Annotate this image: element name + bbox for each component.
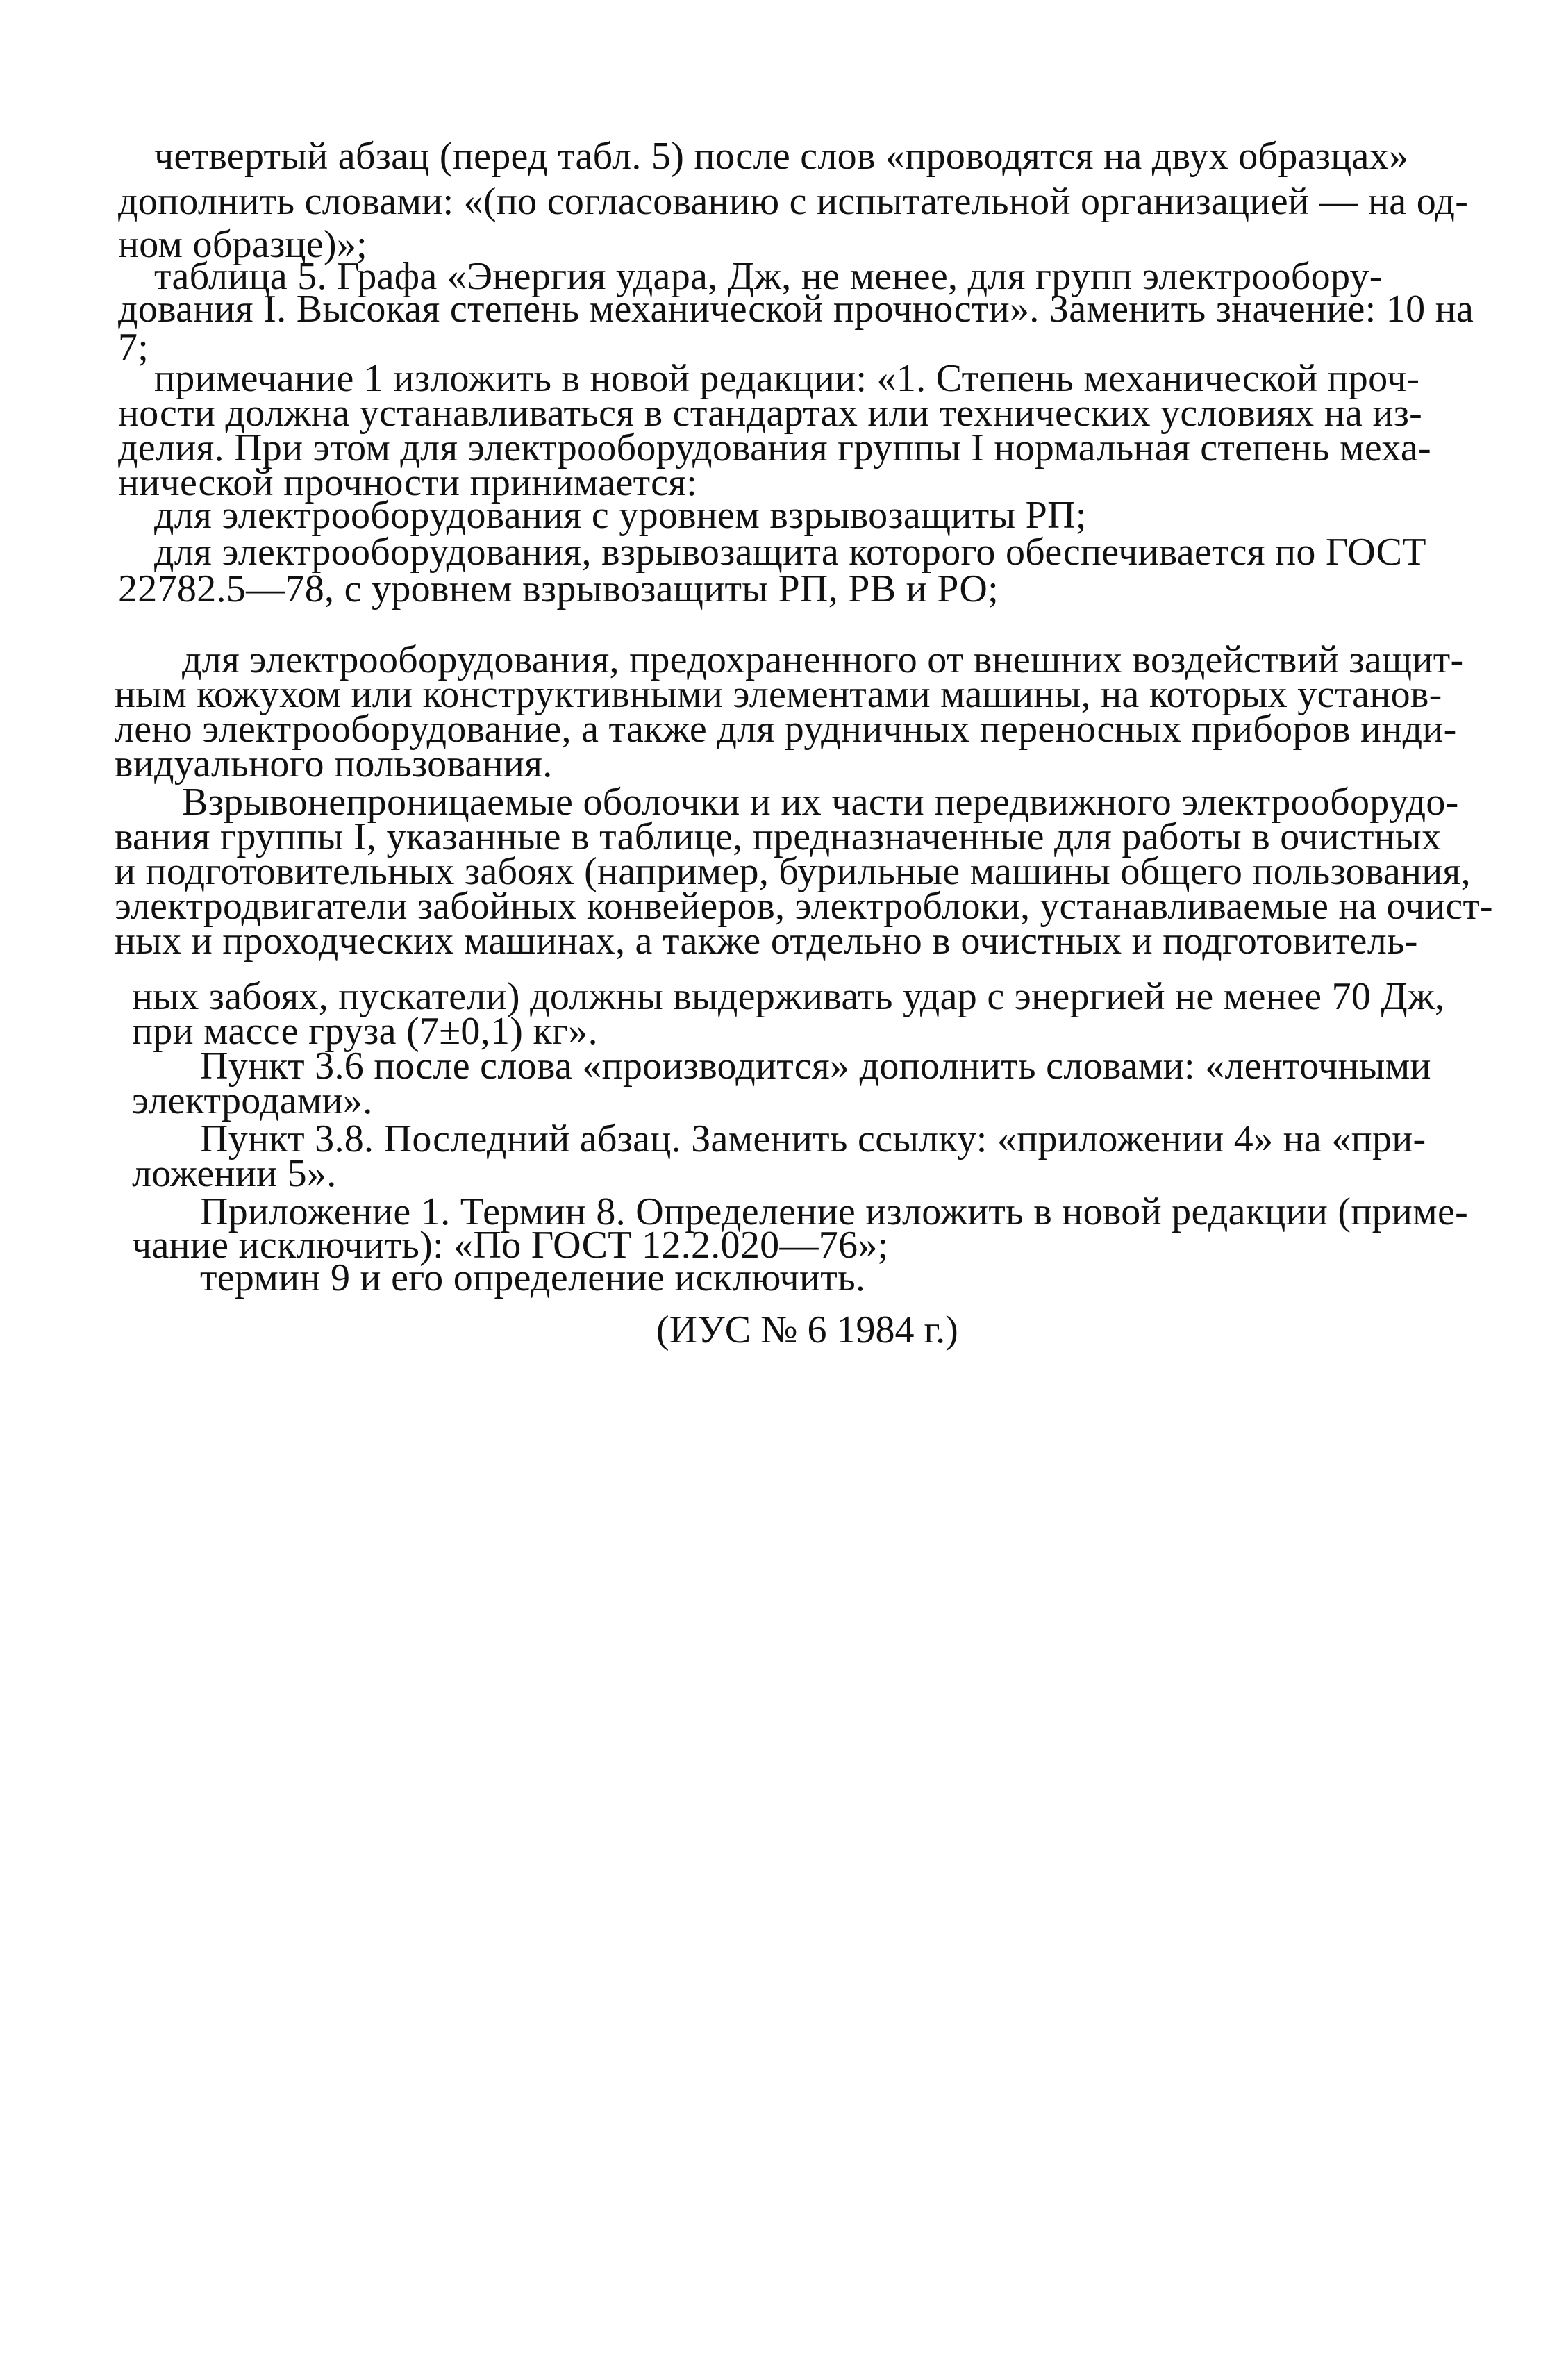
text-line: для электрооборудования, предохраненного от внешних воздействий защит- [182, 638, 1464, 681]
text-line: чание исключить): «По ГОСТ 12.2.020—76»; [132, 1224, 889, 1267]
text-line: дополнить словами: «(по согласованию с испытательной организацией — на од- [118, 180, 1469, 223]
text-line: для электрооборудования с уровнем взрывозащиты РП; [154, 494, 1087, 537]
text-line: 7; [118, 326, 149, 369]
text-line: ложении 5». [132, 1152, 337, 1195]
text-line: термин 9 и его определение исключить. [200, 1256, 866, 1299]
text-line: Взрывонепроницаемые оболочки и их части передвижного электрооборудо- [182, 781, 1459, 824]
text-line: дования I. Высокая степень механической прочности». Заменить значение: 10 на [118, 288, 1474, 331]
text-line: электродами». [132, 1079, 373, 1122]
text-line: примечание 1 изложить в новой редакции: «1. Степень механической проч- [154, 357, 1420, 400]
text-line: вания группы I, указанные в таблице, предназначенные для работы в очистных [115, 815, 1442, 858]
text-line: Пункт 3.8. Последний абзац. Заменить ссылку: «приложении 4» на «при- [200, 1117, 1426, 1160]
text-line: ных и проходческих машинах, а также отдельно в очистных и подготовитель- [115, 919, 1418, 963]
text-line: ности должна устанавливаться в стандартах или технических условиях на из- [118, 392, 1423, 435]
text-line: ных забоях, пускатели) должны выдерживать удар с энергией не менее 70 Дж, [132, 975, 1445, 1018]
text-line: делия. При этом для электрооборудования группы I нормальная степень меха- [118, 426, 1431, 469]
text-line: нической прочности принимается: [118, 461, 698, 504]
text-line: 22782.5—78, с уровнем взрывозащиты РП, РВ и РО; [118, 567, 999, 610]
source-reference: (ИУС № 6 1984 г.) [656, 1308, 958, 1351]
text-line: таблица 5. Графа «Энергия удара, Дж, не менее, для групп электрообору- [154, 255, 1383, 298]
text-line: Пункт 3.6 после слова «производится» дополнить словами: «ленточными [200, 1045, 1431, 1088]
text-line: четвертый абзац (перед табл. 5) после слов «проводятся на двух образцах» [154, 135, 1409, 178]
text-line: Приложение 1. Термин 8. Определение изложить в новой редакции (приме- [200, 1190, 1469, 1233]
text-line: ном образце)»; [118, 223, 368, 266]
text-line: лено электрооборудование, а также для рудничных переносных приборов инди- [115, 708, 1457, 751]
text-line: при массе груза (7±0,1) кг». [132, 1010, 598, 1053]
text-line: ным кожухом или конструктивными элементами машины, на которых установ- [115, 673, 1442, 716]
text-line: для электрооборудования, взрывозащита которого обеспечивается по ГОСТ [154, 531, 1426, 574]
text-line: и подготовительных забоях (например, бурильные машины общего пользования, [115, 850, 1471, 893]
text-line: электродвигатели забойных конвейеров, электроблоки, устанавливаемые на очист- [115, 885, 1493, 928]
text-line: видуального пользования. [115, 742, 553, 785]
